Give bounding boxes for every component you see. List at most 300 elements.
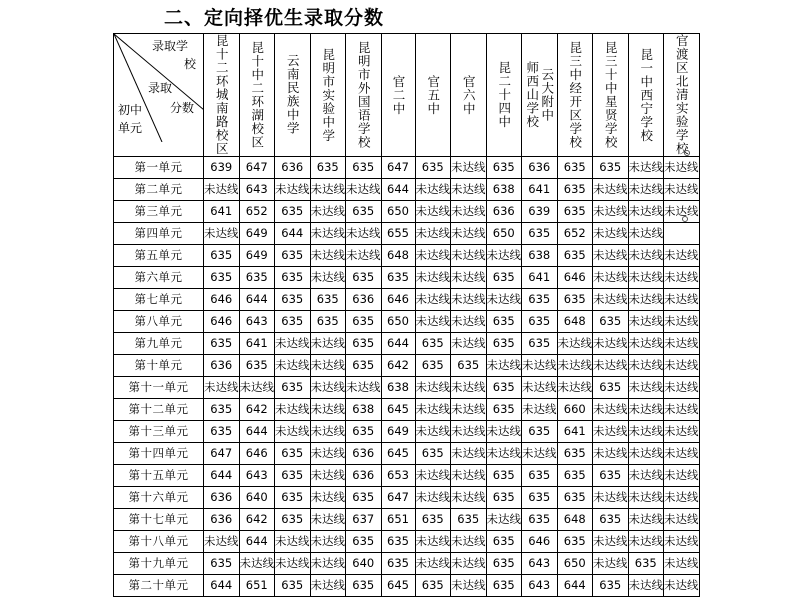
score-cell: 635 [486,376,522,398]
score-cell: 未达线 [628,332,664,354]
score-cell: 未达线 [593,178,629,200]
score-cell: 635 [346,574,382,596]
score-cell: 未达线 [664,530,700,552]
score-cell: 635 [310,288,346,310]
school-name: 昆一中西宁学校 [638,47,654,142]
score-cell: 未达线 [628,464,664,486]
score-cell: 未达线 [204,222,240,244]
score-cell: 660 [557,398,593,420]
score-cell: 642 [381,354,415,376]
score-cell: 635 [557,156,593,178]
score-cell: 未达线 [451,420,487,442]
score-cell: 635 [486,486,522,508]
score-cell: 635 [381,530,415,552]
score-cell: 未达线 [628,398,664,420]
table-row [114,288,700,310]
score-cell: 641 [522,178,558,200]
score-cell: 635 [275,288,311,310]
score-cell: 635 [415,442,451,464]
table-row [114,530,700,552]
score-cell: 635 [593,156,629,178]
score-cell: 635 [346,486,382,508]
score-cell: 未达线 [310,332,346,354]
score-cell: 未达线 [628,376,664,398]
score-cell: 635 [415,574,451,596]
score-cell: 635 [557,288,593,310]
score-cell: 未达线 [486,354,522,376]
score-cell: 未达线 [275,178,311,200]
score-cell: 644 [239,530,275,552]
school-header [204,34,240,157]
score-cell: 未达线 [275,354,311,376]
score-cell: 635 [275,376,311,398]
score-cell: 未达线 [310,420,346,442]
score-cell: 652 [239,200,275,222]
score-cell: 未达线 [415,464,451,486]
score-cell: 635 [346,156,382,178]
score-cell: 655 [381,222,415,244]
score-cell: 未达线 [275,332,311,354]
score-cell: 未达线 [593,420,629,442]
score-cell: 未达线 [664,332,700,354]
score-cell: 635 [593,376,629,398]
score-cell: 未达线 [204,178,240,200]
score-cell: 645 [381,442,415,464]
score-cell: 未达线 [593,222,629,244]
score-cell: 未达线 [593,288,629,310]
score-cell: 未达线 [664,156,700,178]
corner-label-score-2: 分数 [170,101,195,115]
score-cell: 未达线 [415,266,451,288]
score-cell: 未达线 [451,398,487,420]
school-name: 昆十中二环湖校区 [249,40,265,149]
score-cell: 未达线 [415,178,451,200]
score-cell: 635 [415,156,451,178]
score-cell: 未达线 [310,574,346,596]
score-cell: 635 [346,332,382,354]
score-cell: 未达线 [451,530,487,552]
school-name: 师西山学校 [524,61,540,129]
score-cell: 635 [486,310,522,332]
score-cell [664,222,700,244]
score-cell: 647 [239,156,275,178]
score-cell: 未达线 [415,288,451,310]
score-cell: 未达线 [486,442,522,464]
score-cell: 651 [381,508,415,530]
score-cell: 648 [381,244,415,266]
unit-name: 第二单元 [114,178,204,200]
score-cell: 643 [522,552,558,574]
score-cell: 未达线 [664,354,700,376]
score-cell: 未达线 [451,244,487,266]
score-cell: 635 [486,530,522,552]
school-name: 官二中 [391,74,406,115]
score-cell: 635 [415,332,451,354]
school-header [628,34,664,157]
score-cell: 651 [239,574,275,596]
score-cell: 未达线 [664,574,700,596]
score-cell: 641 [522,266,558,288]
score-cell: 未达线 [451,222,487,244]
score-cell: 未达线 [415,222,451,244]
score-cell: 635 [522,508,558,530]
unit-name: 第十六单元 [114,486,204,508]
score-cell: 635 [204,332,240,354]
score-cell: 未达线 [664,376,700,398]
score-cell: 未达线 [593,530,629,552]
score-cell: 未达线 [628,222,664,244]
school-header [346,34,382,157]
score-cell: 635 [204,244,240,266]
school-header [239,34,275,157]
score-cell: 635 [593,310,629,332]
score-cell: 644 [557,574,593,596]
score-cell: 635 [451,354,487,376]
score-cell: 636 [346,464,382,486]
score-cell: 635 [486,266,522,288]
score-cell: 未达线 [593,244,629,266]
score-cell: 未达线 [557,332,593,354]
table-row [114,266,700,288]
score-cell: 635 [204,266,240,288]
score-cell: 未达线 [664,266,700,288]
school-name: 官六中 [461,74,477,115]
score-cell: 未达线 [628,244,664,266]
score-cell: 647 [204,442,240,464]
unit-name: 第十九单元 [114,552,204,574]
unit-name: 第二十单元 [114,574,204,596]
table-row [114,420,700,442]
unit-name: 第五单元 [114,244,204,266]
score-cell: 635 [557,530,593,552]
score-cell: 未达线 [628,508,664,530]
score-cell: 未达线 [628,442,664,464]
score-cell: 643 [239,464,275,486]
score-cell: 636 [346,442,382,464]
score-cell: 未达线 [310,222,346,244]
table-row [114,222,700,244]
score-cell: 646 [381,288,415,310]
score-cell: 635 [593,508,629,530]
school-header [381,34,415,157]
score-cell: 635 [310,310,346,332]
score-cell: 未达线 [628,178,664,200]
score-cell: 644 [275,222,311,244]
score-cell: 未达线 [204,376,240,398]
table-row [114,398,700,420]
score-cell: 未达线 [486,288,522,310]
score-cell: 650 [381,310,415,332]
unit-name: 第十五单元 [114,464,204,486]
score-cell: 635 [204,398,240,420]
score-cell: 645 [381,398,415,420]
score-cell: 650 [486,222,522,244]
score-cell: 未达线 [310,178,346,200]
score-cell: 未达线 [451,332,487,354]
score-cell: 640 [239,486,275,508]
score-cell: 未达线 [451,442,487,464]
school-name: 官渡区北清实验学校 [674,34,690,156]
score-cell: 644 [239,288,275,310]
score-cell: 未达线 [346,244,382,266]
score-cell: 652 [557,222,593,244]
score-cell: 641 [239,332,275,354]
score-cell: 635 [486,574,522,596]
score-cell: 635 [415,508,451,530]
score-cell: 未达线 [628,156,664,178]
score-cell: 未达线 [310,508,346,530]
score-cell: 未达线 [310,530,346,552]
score-cell: 未达线 [664,420,700,442]
school-name: 昆明市实验中学 [320,47,336,142]
score-cell: 未达线 [415,420,451,442]
score-cell: 未达线 [522,398,558,420]
unit-name: 第十四单元 [114,442,204,464]
page-title: 二、定向择优生录取分数 [164,7,385,29]
score-cell: 未达线 [275,420,311,442]
score-cell: 635 [346,530,382,552]
score-cell: 635 [275,442,311,464]
score-cell: 未达线 [310,486,346,508]
score-cell: 未达线 [451,156,487,178]
score-cell: 未达线 [664,552,700,574]
score-cell: 635 [486,332,522,354]
score-cell: 未达线 [451,200,487,222]
corner-label-school-2: 校 [184,57,197,71]
table-row [114,156,700,178]
score-cell: 未达线 [593,266,629,288]
score-cell: 635 [275,244,311,266]
score-cell: 636 [486,200,522,222]
unit-name: 第四单元 [114,222,204,244]
unit-name: 第九单元 [114,332,204,354]
score-cell: 635 [204,552,240,574]
score-cell: 未达线 [415,376,451,398]
score-cell: 未达线 [451,376,487,398]
score-cell: 646 [522,530,558,552]
score-cell: 635 [522,332,558,354]
school-name: 云南民族中学 [285,54,301,136]
score-cell: 641 [204,200,240,222]
score-cell: 649 [381,420,415,442]
score-cell: 638 [381,376,415,398]
score-cell: 未达线 [310,376,346,398]
school-header [664,34,700,157]
table-row [114,244,700,266]
table-row [114,552,700,574]
score-cell: 635 [346,200,382,222]
score-cell: 648 [557,310,593,332]
score-cell: 635 [239,266,275,288]
unit-name: 第六单元 [114,266,204,288]
score-cell: 636 [204,508,240,530]
score-cell: 635 [310,156,346,178]
score-cell: 未达线 [451,266,487,288]
score-cell: 636 [522,156,558,178]
score-cell: 647 [381,486,415,508]
score-cell: 635 [275,574,311,596]
score-cell: 635 [346,310,382,332]
score-cell: 643 [239,178,275,200]
score-cell: 未达线 [415,310,451,332]
score-cell: 635 [486,552,522,574]
score-cell: 未达线 [664,398,700,420]
score-cell: 未达线 [451,486,487,508]
score-cell: 635 [346,266,382,288]
unit-name: 第十二单元 [114,398,204,420]
score-cell: 未达线 [593,332,629,354]
score-cell: 未达线 [415,200,451,222]
score-cell: 未达线 [346,178,382,200]
score-cell: 646 [204,310,240,332]
table-row [114,178,700,200]
score-cell: 未达线 [204,530,240,552]
table-row [114,354,700,376]
score-cell: 未达线 [522,442,558,464]
score-cell: 635 [275,200,311,222]
score-cell: 635 [628,552,664,574]
score-cell: 未达线 [310,442,346,464]
score-cell: 635 [593,464,629,486]
score-cell: 637 [346,508,382,530]
score-cell: 636 [204,486,240,508]
score-cell: 未达线 [239,376,275,398]
score-cell: 未达线 [593,552,629,574]
score-cell: 未达线 [310,200,346,222]
score-cell: 635 [557,244,593,266]
unit-name: 第八单元 [114,310,204,332]
score-cell: 646 [557,266,593,288]
score-cell: 645 [381,574,415,596]
score-cell: 646 [239,442,275,464]
score-cell: 635 [486,464,522,486]
score-cell: 未达线 [486,244,522,266]
school-name: 昆明市外国语学校 [356,40,372,149]
score-cell: 640 [346,552,382,574]
score-cell: 未达线 [557,376,593,398]
score-cell: 未达线 [664,508,700,530]
score-cell: 未达线 [664,486,700,508]
score-cell: 未达线 [486,420,522,442]
table-row [114,442,700,464]
score-cell: 未达线 [664,464,700,486]
score-cell: 未达线 [628,310,664,332]
score-cell: 未达线 [522,354,558,376]
score-cell: 635 [557,178,593,200]
score-cell: 638 [522,244,558,266]
unit-name: 第三单元 [114,200,204,222]
score-cell: 未达线 [628,574,664,596]
score-cell: 未达线 [275,398,311,420]
unit-name: 第一单元 [114,156,204,178]
score-cell: 未达线 [664,310,700,332]
unit-name: 第十三单元 [114,420,204,442]
score-cell: 未达线 [415,552,451,574]
table-row [114,200,700,222]
score-cell: 未达线 [346,376,382,398]
score-cell: 635 [275,464,311,486]
table-row [114,464,700,486]
score-cell: 未达线 [664,178,700,200]
score-cell: 635 [522,464,558,486]
score-cell: 650 [557,552,593,574]
score-cell: 未达线 [593,398,629,420]
score-cell: 未达线 [593,200,629,222]
corner-label-school: 录取学 [152,39,189,53]
score-cell: 635 [486,398,522,420]
table-row [114,486,700,508]
score-cell: 635 [557,200,593,222]
school-name: 云大附中 [539,67,555,122]
score-cell: 未达线 [628,530,664,552]
score-cell: 未达线 [415,398,451,420]
header-row [114,34,700,157]
score-cell: 未达线 [628,354,664,376]
score-cell: 649 [239,244,275,266]
score-cell: 644 [204,574,240,596]
table-row [114,574,700,596]
school-name: 昆十二环城南路校区 [214,34,230,156]
paragraph-mark [684,150,690,156]
score-cell: 635 [522,222,558,244]
corner-label-unit-2: 单元 [118,121,143,135]
score-cell: 未达线 [451,288,487,310]
school-header [486,34,522,157]
score-cell: 未达线 [664,244,700,266]
score-cell: 636 [346,288,382,310]
score-cell: 635 [557,486,593,508]
score-cell: 未达线 [593,442,629,464]
score-cell: 635 [451,508,487,530]
score-cell: 635 [346,354,382,376]
score-cell: 642 [239,508,275,530]
school-header [522,34,558,157]
score-cell: 644 [381,332,415,354]
corner-label-unit-1: 初中 [118,103,143,117]
score-cell: 未达线 [628,200,664,222]
score-cell: 635 [557,464,593,486]
score-cell: 635 [486,156,522,178]
score-cell: 未达线 [239,552,275,574]
score-cell: 635 [522,288,558,310]
score-cell: 635 [275,310,311,332]
school-header [415,34,451,157]
score-cell: 635 [239,354,275,376]
score-cell: 635 [381,266,415,288]
score-cell: 644 [381,178,415,200]
score-cell: 647 [381,156,415,178]
score-cell: 未达线 [451,574,487,596]
score-cell: 未达线 [275,530,311,552]
score-cell: 未达线 [557,354,593,376]
unit-name: 第十单元 [114,354,204,376]
table-row [114,310,700,332]
school-name: 昆二十四中 [496,61,512,129]
score-cell: 644 [239,420,275,442]
score-cell: 未达线 [628,266,664,288]
table-row [114,508,700,530]
school-header [593,34,629,157]
score-cell: 636 [275,156,311,178]
score-cell: 635 [415,354,451,376]
score-cell: 635 [275,486,311,508]
score-cell: 642 [239,398,275,420]
school-header [557,34,593,157]
score-cell: 未达线 [310,266,346,288]
score-cell: 未达线 [275,552,311,574]
score-cell: 650 [381,200,415,222]
school-header [310,34,346,157]
